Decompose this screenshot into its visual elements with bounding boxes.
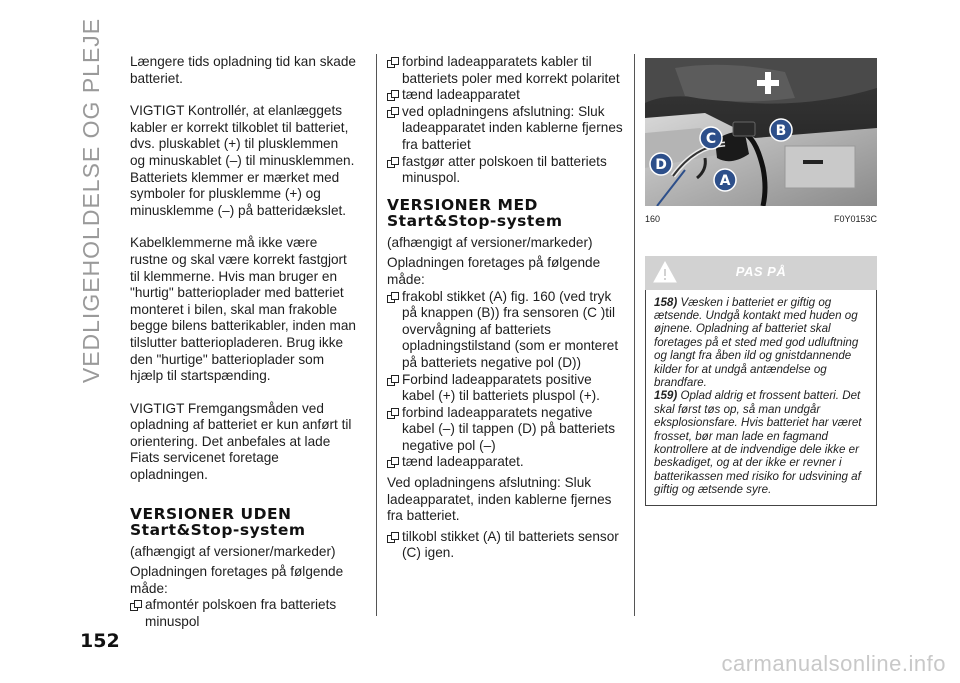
list-item: afmontér polskoen fra batteriets minuspol	[130, 597, 356, 630]
figure-number: 160	[645, 214, 661, 224]
checkbox-bullet-icon	[387, 157, 397, 168]
column-divider-2	[634, 54, 635, 616]
warning-item: 158) Væsken i batteriet er giftig og ætsende. Undgå kontakt med huden og øjnene. Opladning af batteriet skal foretages på et sted med god udluftning og langt fra åben ild og gnistdannende kilder for at undgå antændelse og brandfare.	[654, 295, 859, 390]
intro-text: Opladningen foretages på følgende måde:	[130, 564, 344, 596]
svg-text:B: B	[775, 123, 787, 139]
column-1	[130, 54, 356, 631]
section-heading: VERSIONER MED Start&Stop-system	[387, 195, 563, 230]
section-subtitle: (afhængigt af versioner/markeder)	[130, 543, 336, 559]
list-item: fastgør atter polskoen til batteriets minuspol.	[387, 154, 625, 187]
list-item: forbind ladeapparatets kabler til batteriets poler med korrekt polaritet	[387, 54, 625, 87]
paragraph: Kabelklemmerne må ikke være rustne og skal være korrekt fastgjort til klemmerne. Hvis man bruger en "hurtig" batterioplader med batteriet monteret i bilen, skal man frakoble begge bilens batterikabler, inden man tilslutter batteriopladeren. Brug ikke den "hurtige" batterioplader som hjælp til startspænding.	[130, 235, 356, 384]
list-item: frakobl stikket (A) fig. 160 (ved tryk på knappen (B)) fra sensoren (C )til overvågning af batteriets opladningstilstand (som er monteret på batteriets negative pol (D))	[387, 289, 625, 372]
warning-title: PAS PÅ	[735, 264, 787, 280]
figure-label-c	[700, 127, 722, 149]
figure-label-d	[650, 153, 672, 175]
checkbox-bullet-icon	[387, 408, 397, 419]
paragraph: VIGTIGT Kontrollér, at elanlæggets kabler er korrekt tilkoblet til batteriet, dvs. pluskablet (+) til plusklemmen og minuskablet (–) til minusklemmen. Batteriets klemmer er mærket med symboler for plusklemme (+) og minusklemme (–) på batteridækslet.	[130, 103, 355, 218]
warning-item: 159) Oplad aldrig et frossent batteri. Det skal først tøs op, så man undgår eksplosionsfare. Hvis batteriet har været frosset, bør man lade en fagmand kontrollere at de indvendige dele ikke er beskadiget, og at der ikke er revner i batterikassen med risiko for udsvining af giftig og ætsende syre.	[654, 389, 862, 497]
battery-illustration	[645, 58, 877, 206]
section-subtitle: (afhængigt af versioner/markeder)	[387, 234, 593, 250]
checkbox-bullet-icon	[387, 57, 397, 68]
warning-header	[645, 256, 877, 290]
page-number: 152	[80, 630, 120, 652]
section-heading: VERSIONER UDEN Start&Stop-system	[130, 504, 306, 539]
list-item: Forbind ladeapparatets positive kabel (+) til batteriets pluspol (+).	[387, 372, 625, 405]
battery-figure	[645, 58, 877, 206]
checkbox-bullet-icon	[387, 292, 397, 303]
list-item: tilkobl stikket (A) til batteriets sensor (C) igen.	[387, 529, 625, 562]
checkbox-bullet-icon	[387, 375, 397, 386]
checkbox-bullet-icon	[387, 90, 397, 101]
watermark: carmanualsonline.info	[721, 651, 946, 676]
column-3	[645, 58, 877, 506]
svg-text:A: A	[719, 173, 731, 189]
paragraph: Længere tids opladning tid kan skade batteriet.	[130, 54, 356, 86]
list-item: ved opladningens afslutning: Sluk ladeapparatet inden kablerne fjernes fra batteriet	[387, 104, 625, 154]
figure-label-b	[770, 119, 792, 141]
intro-text: Opladningen foretages på følgende måde:	[387, 255, 601, 287]
list-item: forbind ladeapparatets negative kabel (–) til tappen (D) på batteriets negative pol (–)	[387, 405, 625, 455]
checkbox-bullet-icon	[387, 457, 397, 468]
warning-body	[645, 290, 877, 506]
figure-code: F0Y0153C	[833, 214, 877, 224]
checkbox-bullet-icon	[387, 107, 397, 118]
checkbox-bullet-icon	[130, 600, 140, 611]
figure-label-a	[714, 169, 736, 191]
list-item: tænd ladeapparatet	[387, 87, 625, 104]
side-chapter-title: VEDLIGEHOLDELSE OG PLEJE	[78, 17, 105, 383]
svg-text:D: D	[655, 157, 667, 173]
column-divider-1	[376, 54, 377, 616]
list-item: tænd ladeapparatet.	[387, 454, 625, 471]
warning-triangle-icon	[653, 260, 677, 284]
svg-text:C: C	[705, 131, 717, 147]
paragraph: VIGTIGT Fremgangsmåden ved opladning af batteriet er kun anført til orientering. Det anbefales at lade Fiats servicenet foretage opladningen.	[130, 400, 352, 483]
column-2	[387, 54, 625, 562]
checkbox-bullet-icon	[387, 532, 397, 543]
paragraph: Ved opladningens afslutning: Sluk ladeapparatet, inden kablerne fjernes fra batteriet.	[387, 475, 612, 524]
figure-caption	[645, 211, 877, 228]
